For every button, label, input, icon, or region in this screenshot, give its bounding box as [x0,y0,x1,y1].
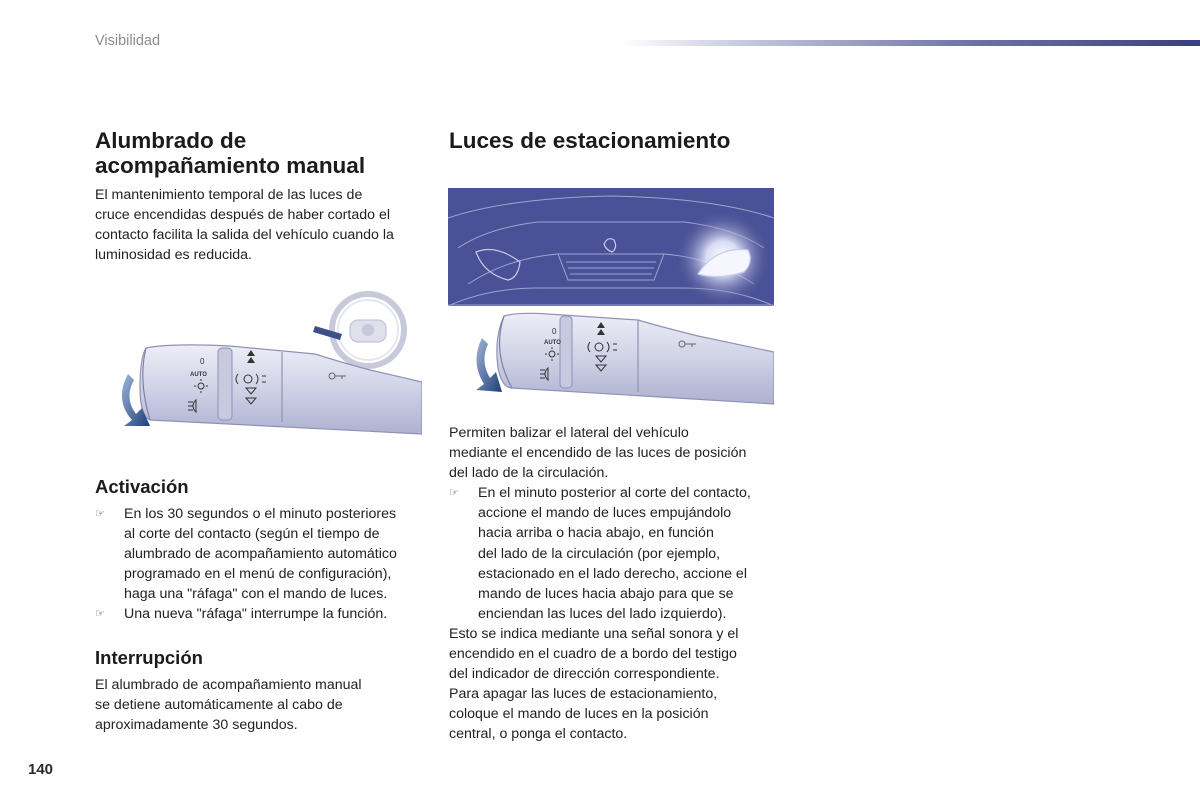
manual-follow-me-title [95,128,365,178]
text-line: luminosidad es reducida. [95,247,252,264]
auto-label: AUTO [190,372,207,378]
text-line: mando de luces hacia abajo para que se [478,585,734,602]
steering-wheel-icon [332,294,404,366]
text-line: del lado de la circulación (por ejemplo, [478,545,721,562]
text-line: alumbrado de acompañamiento automático [124,546,397,563]
car-front-parking-light-illustration [448,188,774,306]
text-line: Permiten balizar el lateral del vehículo [449,425,689,441]
text-line: aproximadamente 30 segundos. [95,717,298,734]
text-line: coloque el mando de luces en la posición [449,706,709,723]
text-line: encendido en el cuadro de a bordo del testigo [449,646,737,663]
text-line: mediante el encendido de las luces de posición [449,445,747,462]
text-line: programado en el menú de configuración), [124,566,392,583]
list-item [95,604,430,624]
list-item [95,504,430,604]
text-line: cruce encendidas después de haber cortado el [95,207,390,224]
text-line: contacto facilita la salida del vehículo cuando la [95,227,394,244]
text-line: estacionado en el lado derecho, accione el [478,565,747,582]
text-line: En el minuto posterior al corte del contacto, [478,485,751,502]
interruption-heading: Interrupción [95,647,203,668]
text-line: El mantenimiento temporal de las luces de [95,187,363,203]
interruption-text [95,675,425,735]
title-line-2: acompañamiento manual [95,153,366,178]
page-number: 140 [28,761,54,778]
text-line: del indicador de dirección correspondiente. [449,666,720,683]
text-line: Para apagar las luces de estacionamiento, [449,686,718,703]
parking-lights-text [449,423,779,745]
text-line: Esto se indica mediante una señal sonora y el [449,625,739,642]
activation-list [95,504,430,625]
lighting-stalk-down-illustration [468,308,774,408]
text-line: del lado de la circulación. [449,465,609,482]
list-item [449,483,779,624]
auto-label: AUTO [544,340,561,346]
activation-heading: Activación [95,476,189,497]
title-line-1: Alumbrado de [95,128,247,153]
section-header-bar [622,40,1200,46]
text-line: accione el mando de luces empujándolo [478,505,732,522]
text-line: El alumbrado de acompañamiento manual [95,677,362,693]
text-line: enciendan las luces del lado izquierdo). [478,605,727,622]
text-line: haga una "ráfaga" con el mando de luces. [124,586,388,603]
headlight-stalk-illustration [110,288,422,440]
hand-pointer-icon: ☞ [95,608,105,621]
section-title: Visibilidad [95,33,161,49]
text-line: hacia arriba o hacia abajo, en función [478,525,714,542]
follow-me-intro [95,185,425,265]
off-label: 0 [200,357,205,366]
parking-lights-title: Luces de estacionamiento [449,128,731,153]
text-line: central, o ponga el contacto. [449,726,628,743]
text-line: Una nueva "ráfaga" interrumpe la función. [124,606,388,623]
off-label: 0 [552,327,557,336]
text-line: En los 30 segundos o el minuto posteriores [124,506,397,522]
hand-pointer-icon: ☞ [449,487,459,500]
hand-pointer-icon: ☞ [95,508,105,520]
text-line: se detiene automáticamente al cabo de [95,697,343,714]
text-line: al corte del contacto (según el tiempo de [124,526,380,543]
